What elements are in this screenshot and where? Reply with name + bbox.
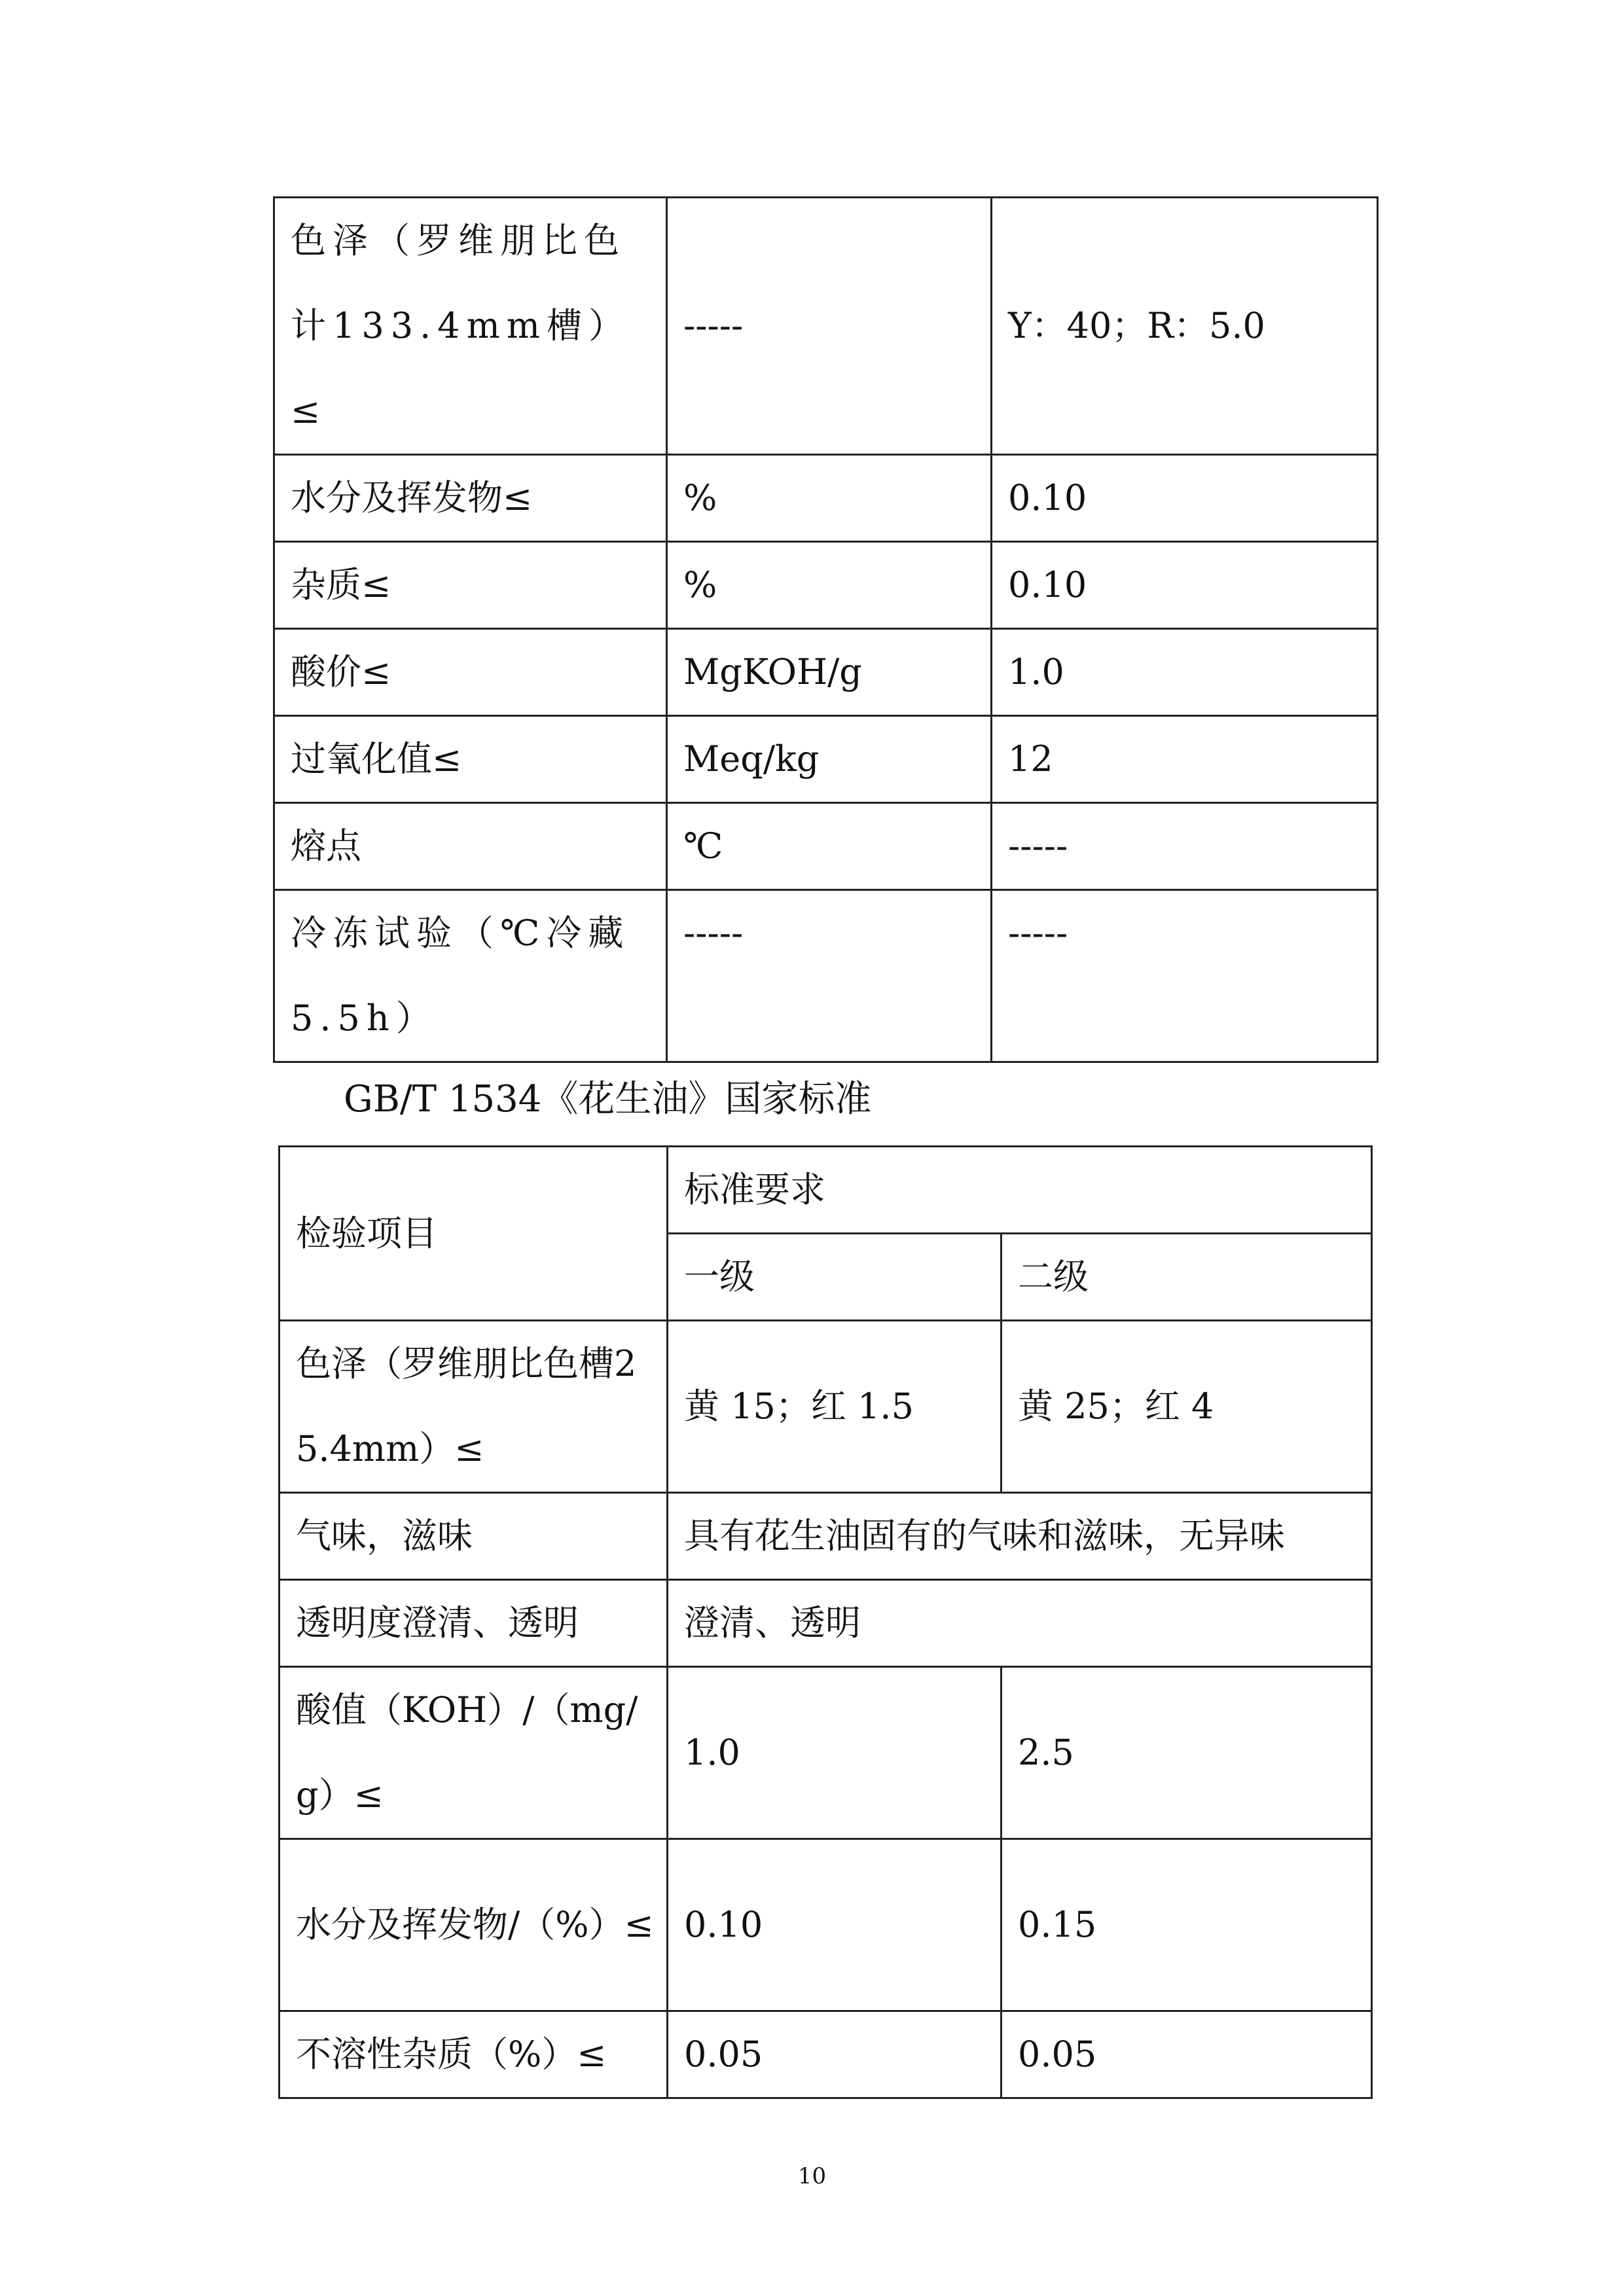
table-cell-item: 酸值（KOH）/（mg/g）≤ (280, 1667, 668, 1839)
table-cell-item: 杂质≤ (274, 542, 667, 629)
table-cell-unit: ----- (667, 890, 992, 1062)
table-row (274, 455, 1378, 542)
table-row (274, 890, 1378, 1062)
table-cell-value: 0.10 (992, 455, 1378, 542)
table-cell-grade1: 0.05 (668, 2011, 1001, 2098)
table-row (280, 1493, 1372, 1580)
table-cell-unit: Meq/kg (667, 716, 992, 803)
table-cell-value: 0.10 (992, 542, 1378, 629)
table-caption: GB/T 1534《花生油》国家标准 (344, 1078, 872, 1121)
table-header-row (280, 1147, 1372, 1234)
table-cell-grade2: 0.05 (1001, 2011, 1372, 2098)
table-cell-unit: ℃ (667, 803, 992, 890)
table-cell-unit: ----- (667, 198, 992, 455)
table-cell-grade2: 0.15 (1001, 1839, 1372, 2011)
page-number: 10 (797, 2163, 827, 2189)
table-row (280, 1839, 1372, 2011)
table-cell-item: 气味，滋味 (280, 1493, 668, 1580)
table-cell-merged: 澄清、透明 (668, 1580, 1372, 1667)
header-cell-item: 检验项目 (280, 1147, 668, 1321)
table-cell-value: 1.0 (992, 629, 1378, 716)
table-row (274, 629, 1378, 716)
table-cell-merged: 具有花生油固有的气味和滋味，无异味 (668, 1493, 1372, 1580)
table-cell-unit: % (667, 542, 992, 629)
table-cell-value: ----- (992, 890, 1378, 1062)
spec-table-continued (273, 196, 1379, 1063)
table-cell-item: 冷冻试验（℃冷藏5.5h） (274, 890, 667, 1062)
peanut-oil-standard-table (278, 1145, 1373, 2099)
table-row (274, 716, 1378, 803)
table-cell-grade2: 2.5 (1001, 1667, 1372, 1839)
table-cell-grade1: 黄 15；红 1.5 (668, 1321, 1001, 1493)
table-cell-grade1: 0.10 (668, 1839, 1001, 2011)
header-cell-requirement: 标准要求 (668, 1147, 1372, 1234)
header-cell-grade2: 二级 (1001, 1234, 1372, 1321)
table-row (280, 1321, 1372, 1493)
table-cell-value: 12 (992, 716, 1378, 803)
table-cell-item: 过氧化值≤ (274, 716, 667, 803)
table-row (280, 2011, 1372, 2098)
table-cell-item: 色泽（罗维朋比色计133.4mm槽）≤ (274, 198, 667, 455)
table-cell-item: 熔点 (274, 803, 667, 890)
table-row (274, 542, 1378, 629)
table-row (280, 1667, 1372, 1839)
table-cell-item: 水分及挥发物/（%）≤ (280, 1839, 668, 2011)
table-cell-item: 透明度澄清、透明 (280, 1580, 668, 1667)
table-cell-value: Y：40；R：5.0 (992, 198, 1378, 455)
table-cell-item: 水分及挥发物≤ (274, 455, 667, 542)
table-cell-unit: MgKOH/g (667, 629, 992, 716)
table-cell-grade1: 1.0 (668, 1667, 1001, 1839)
table-cell-item: 不溶性杂质（%）≤ (280, 2011, 668, 2098)
table-cell-item: 色泽（罗维朋比色槽25.4mm）≤ (280, 1321, 668, 1493)
header-cell-grade1: 一级 (668, 1234, 1001, 1321)
table-row (280, 1580, 1372, 1667)
table-cell-item: 酸价≤ (274, 629, 667, 716)
table-cell-grade2: 黄 25；红 4 (1001, 1321, 1372, 1493)
table-row (274, 198, 1378, 455)
table-row (274, 803, 1378, 890)
table-cell-unit: % (667, 455, 992, 542)
table-cell-value: ----- (992, 803, 1378, 890)
